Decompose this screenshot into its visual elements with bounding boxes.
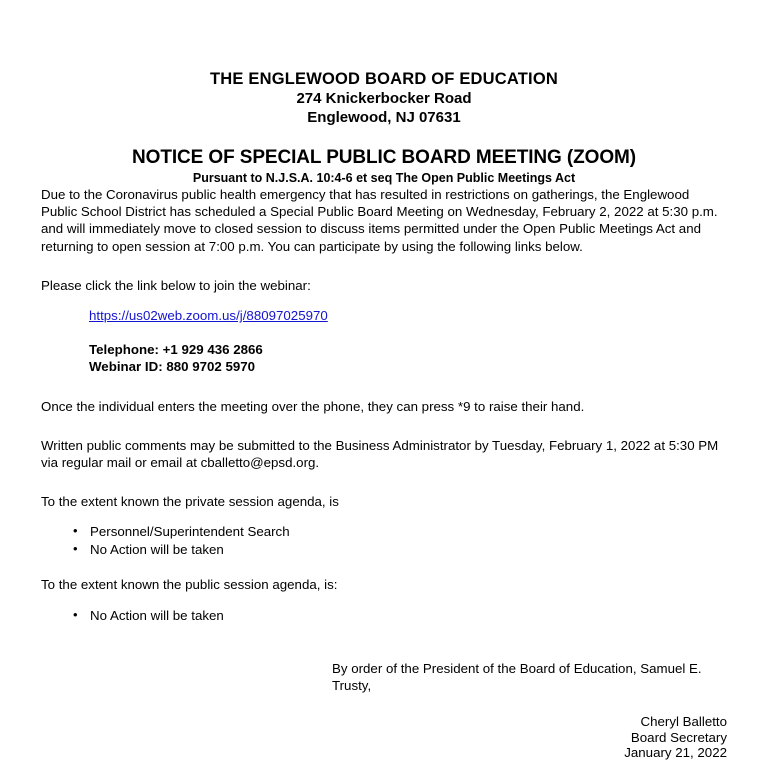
spacer [41, 376, 727, 398]
spacer [41, 255, 727, 277]
document-body [41, 186, 727, 761]
notice-heading-block [41, 147, 727, 186]
dial-in-details [41, 341, 727, 375]
zoom-webinar-link[interactable]: https://us02web.zoom.us/j/88097025970 [89, 308, 328, 324]
spacer [41, 324, 727, 341]
signature-date: January 21, 2022 [624, 745, 727, 761]
intro-paragraph: Due to the Coronavirus public health emergency that has resulted in restrictions on gatherings, the Englewood Public School District has scheduled a Special Public Board Meeting on Wednesday, February 2, 2022 at 5:30 p.m. and will immediately move to closed session to discuss items permitted under the Open Public Meetings Act and returning to open session at 7:00 p.m. You can participate by using the following links below. [41, 187, 718, 254]
spacer [41, 594, 727, 607]
public-session-list [41, 607, 727, 625]
written-comments-paragraph: Written public comments may be submitted to the Business Administrator by Tuesday, February 1, 2022 at 5:30 PM via regular mail or email at cballetto@epsd.org. [41, 437, 719, 471]
letterhead [41, 70, 727, 127]
by-order-line: By order of the President of the Board of Education, Samuel E. Trusty, [332, 660, 702, 693]
spacer [41, 415, 727, 437]
public-session-heading: To the extent known the public session agenda, is: [41, 577, 338, 593]
page-title: NOTICE OF SPECIAL PUBLIC BOARD MEETING (ZOOM) [132, 147, 636, 168]
spacer [41, 510, 727, 523]
notice-statute-subtitle: Pursuant to N.J.S.A. 10:4-6 et seq The Open Public Meetings Act [192, 171, 576, 185]
signature-block [41, 714, 727, 761]
organization-name: THE ENGLEWOOD BOARD OF EDUCATION [209, 70, 558, 88]
webinar-link-row [41, 307, 727, 324]
private-session-list [41, 523, 727, 559]
raise-hand-note: Once the individual enters the meeting over the phone, they can press *9 to raise their hand. [41, 398, 585, 414]
list-item: • Personnel/Superintendent Search [41, 523, 727, 541]
join-instruction: Please click the link below to join the webinar: [41, 277, 311, 293]
street-address: 274 Knickerbocker Road [296, 90, 472, 107]
list-item: • No Action will be taken [41, 607, 727, 625]
webinar-id: Webinar ID: 880 9702 5970 [89, 359, 256, 375]
spacer [41, 559, 727, 576]
city-state-zip: Englewood, NJ 07631 [307, 109, 461, 126]
list-item: • No Action will be taken [41, 541, 727, 559]
private-session-heading: To the extent known the private session agenda, is [41, 494, 339, 510]
spacer [41, 294, 727, 307]
telephone-number: Telephone: +1 929 436 2866 [89, 342, 263, 358]
signatory-role: Board Secretary [630, 729, 727, 745]
spacer [41, 471, 727, 493]
signatory-name: Cheryl Balletto [640, 714, 727, 730]
